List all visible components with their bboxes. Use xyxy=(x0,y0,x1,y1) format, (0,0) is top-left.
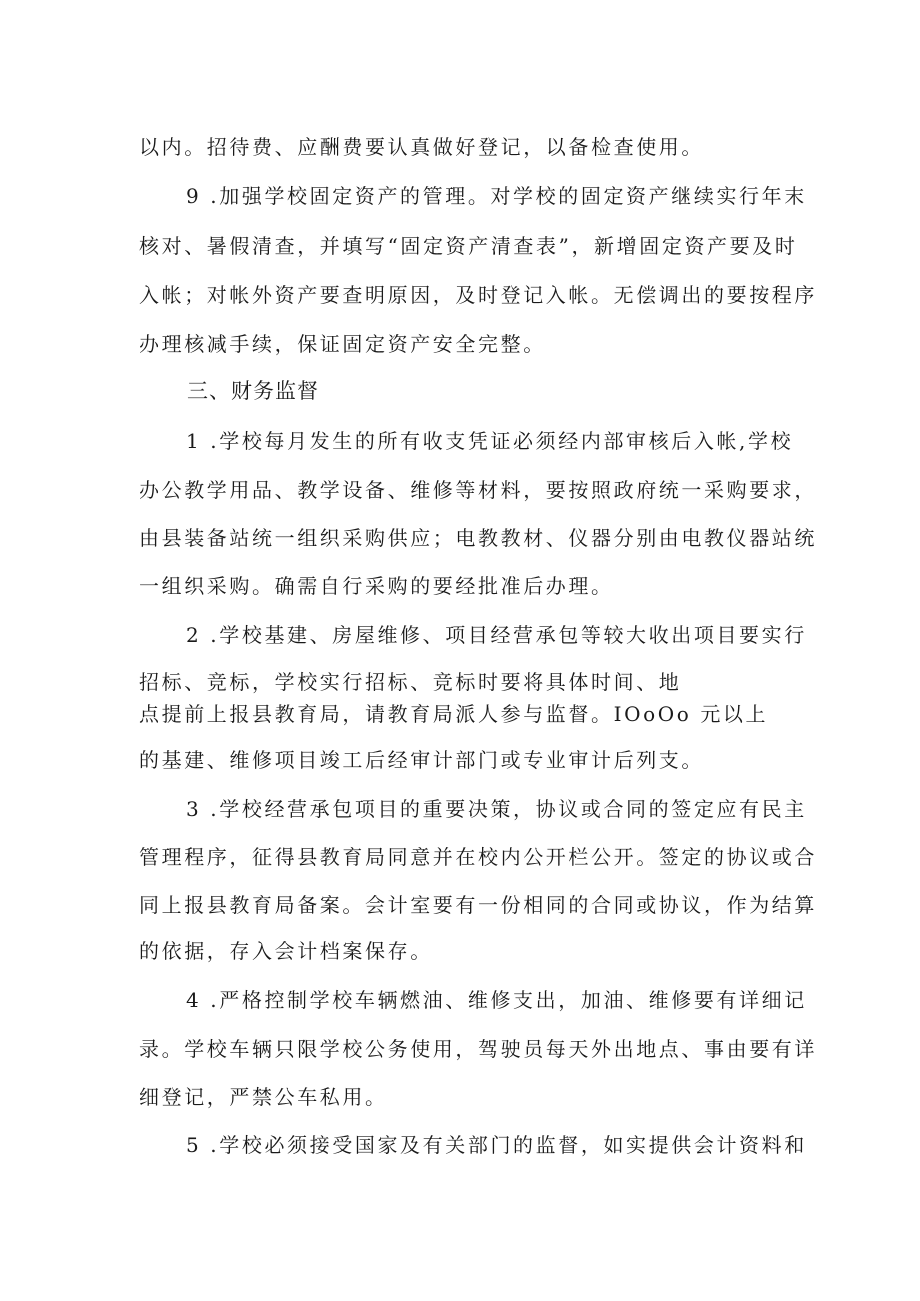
paragraph-3-line: 3 .学校经营承包项目的重要决策，协议或合同的签定应有民主 xyxy=(186,797,807,821)
paragraph-9-line: 9 .加强学校固定资产的管理。对学校的固定资产继续实行年末 xyxy=(186,184,807,208)
text-line: 同上报县教育局备案。会计室要有一份相同的合同或协议，作为结算 xyxy=(139,893,817,917)
text-line: 的基建、维修项目竣工后经审计部门或专业审计后列支。 xyxy=(139,748,704,772)
text-line: 办公教学用品、教学设备、维修等材料，要按照政府统一采购要求， xyxy=(139,478,817,502)
text-line: 核对、暑假清查，并填写“固定资产清查表”，新增固定资产要及时 xyxy=(139,234,798,258)
paragraph-5-line: 5 .学校必须接受国家及有关部门的监督，如实提供会计资料和 xyxy=(186,1133,807,1157)
paragraph-1-line: 1 .学校每月发生的所有收支凭证必须经内部审核后入帐,学校 xyxy=(186,429,794,453)
paragraph-2-line: 2 .学校基建、房屋维修、项目经营承包等较大收出项目要实行 xyxy=(186,623,807,647)
text-line: 细登记，严禁公车私用。 xyxy=(139,1085,388,1109)
text-line: 录。学校车辆只限学校公务使用，驾驶员每天外出地点、事由要有详 xyxy=(139,1037,817,1061)
section-heading: 三、财务监督 xyxy=(187,379,319,403)
text-line: 入帐；对帐外资产要查明原因，及时登记入帐。无偿调出的要按程序 xyxy=(139,283,817,307)
text-line: 办理核减手续，保证固定资产安全完整。 xyxy=(139,332,546,356)
text-line: 点提前上报县教育局，请教育局派人参与监督。IOoOo 元以上 xyxy=(139,702,769,726)
text-line: 一组织采购。确需自行采购的要经批准后办理。 xyxy=(139,574,614,598)
text-line: 管理程序，征得县教育局同意并在校内公开栏公开。签定的协议或合 xyxy=(139,845,817,869)
text-line: 以内。招待费、应酬费要认真做好登记，以备检查使用。 xyxy=(139,135,704,159)
paragraph-4-line: 4 .严格控制学校车辆燃油、维修支出，加油、维修要有详细记 xyxy=(186,988,807,1012)
text-line: 招标、竞标，学校实行招标、竞标时要将具体时间、地 xyxy=(139,670,682,694)
text-line: 由县装备站统一组织采购供应；电教教材、仪器分别由电教仪器站统 xyxy=(139,526,817,550)
text-line: 的依据，存入会计档案保存。 xyxy=(139,939,433,963)
